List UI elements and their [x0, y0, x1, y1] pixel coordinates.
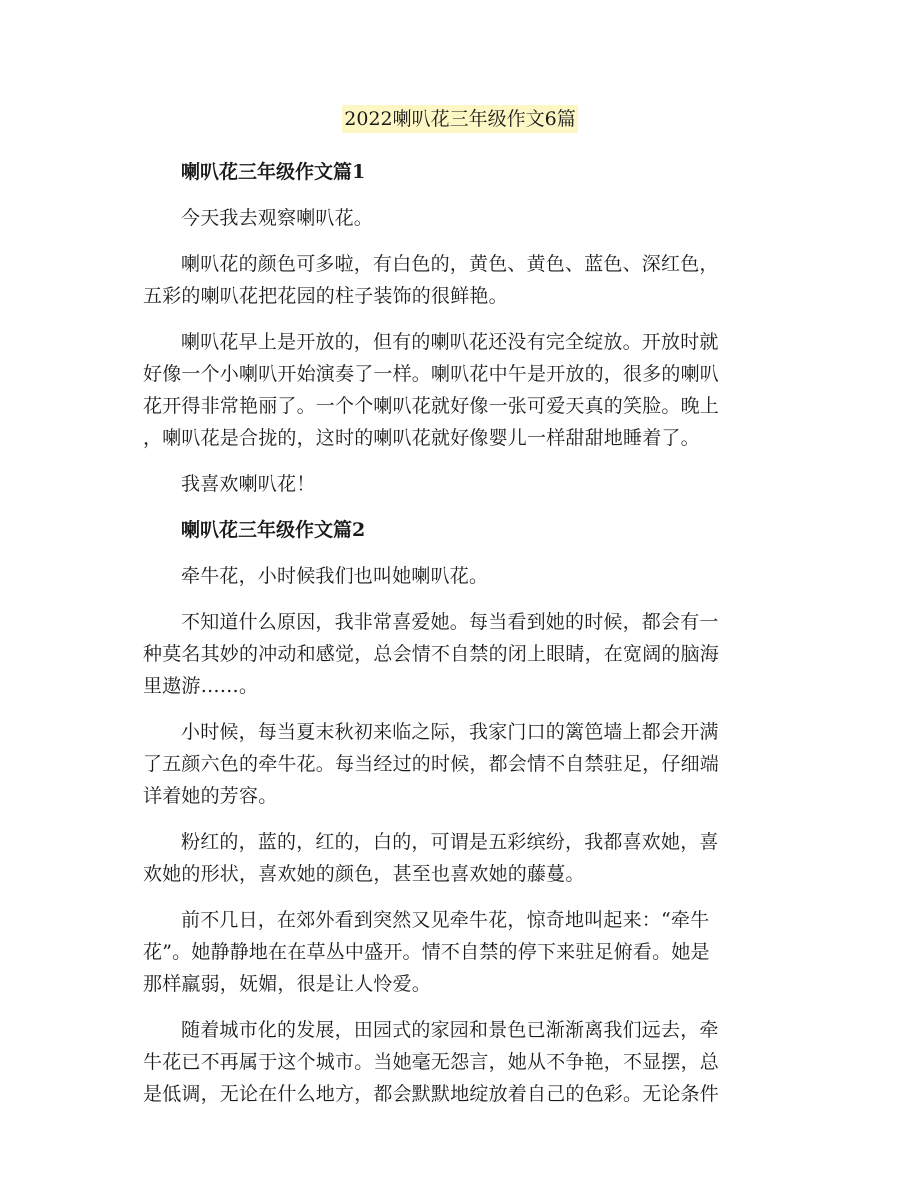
paragraph-line: 花”。她静静地在在草丛中盛开。情不自禁的停下来驻足俯看。她是 — [143, 941, 710, 963]
paragraph-line: 详着她的芳容。 — [143, 785, 278, 807]
paragraph — [143, 248, 767, 312]
paragraph-line: 粉红的，蓝的，红的，白的，可谓是五彩缤纷，我都喜欢她，喜 — [181, 831, 719, 853]
section-heading: 喇叭花三年级作文篇2 — [181, 519, 366, 541]
paragraph — [181, 202, 767, 234]
paragraph-line: 随着城市化的发展，田园式的家园和景色已渐渐离我们远去，牵 — [181, 1019, 719, 1041]
paragraph-line: 我喜欢喇叭花！ — [181, 473, 316, 495]
document-body — [143, 156, 767, 1124]
paragraph-line: 是低调，无论在什么地方，都会默默地绽放着自己的色彩。无论条件 — [143, 1083, 720, 1105]
paragraph-line: 小时候，每当夏末秋初来临之际，我家门口的篱笆墙上都会开满 — [181, 721, 719, 743]
paragraph-line: ，喇叭花是合拢的，这时的喇叭花就好像婴儿一样甜甜地睡着了。 — [143, 427, 700, 449]
paragraph — [143, 904, 767, 1000]
paragraph — [143, 826, 767, 890]
section-heading: 喇叭花三年级作文篇1 — [181, 161, 366, 183]
paragraph-line: 喇叭花的颜色可多啦，有白色的，黄色、黄色、蓝色、深红色， — [181, 253, 719, 275]
paragraph-line: 欢她的形状，喜欢她的颜色，甚至也喜欢她的藤蔓。 — [143, 863, 585, 885]
paragraph-line: 种莫名其妙的冲动和感觉，总会情不自禁的闭上眼睛，在宽阔的脑海 — [143, 643, 720, 665]
document-title — [0, 104, 920, 134]
paragraph — [143, 1014, 767, 1110]
paragraph-line: 那样羸弱，妩媚，很是让人怜爱。 — [143, 973, 432, 995]
paragraph-line: 今天我去观察喇叭花。 — [181, 207, 374, 229]
paragraph — [181, 468, 767, 500]
paragraph-line: 了五颜六色的牵牛花。每当经过的时候，都会情不自禁驻足，仔细端 — [143, 753, 720, 775]
paragraph — [181, 560, 767, 592]
paragraph-line: 喇叭花早上是开放的，但有的喇叭花还没有完全绽放。开放时就 — [181, 331, 719, 353]
paragraph-line: 好像一个小喇叭开始演奏了一样。喇叭花中午是开放的，很多的喇叭 — [143, 363, 720, 385]
paragraph — [143, 326, 767, 454]
document-title-text: 2022喇叭花三年级作文6篇 — [342, 105, 577, 133]
paragraph-line: 牛花已不再属于这个城市。当她毫无怨言，她从不争艳，不显摆，总 — [143, 1051, 720, 1073]
paragraph-line: 不知道什么原因，我非常喜爱她。每当看到她的时候，都会有一 — [181, 611, 719, 633]
paragraph-line: 牵牛花，小时候我们也叫她喇叭花。 — [181, 565, 489, 587]
paragraph-line: 前不几日，在郊外看到突然又见牵牛花，惊奇地叫起来：“牵牛 — [181, 909, 710, 931]
paragraph — [143, 716, 767, 812]
paragraph-line: 五彩的喇叭花把花园的柱子装饰的很鲜艳。 — [143, 285, 508, 307]
paragraph-line: 里遨游……。 — [143, 675, 259, 697]
paragraph-line: 花开得非常艳丽了。一个个喇叭花就好像一张可爱天真的笑脸。晚上 — [143, 395, 720, 417]
paragraph — [143, 606, 767, 702]
